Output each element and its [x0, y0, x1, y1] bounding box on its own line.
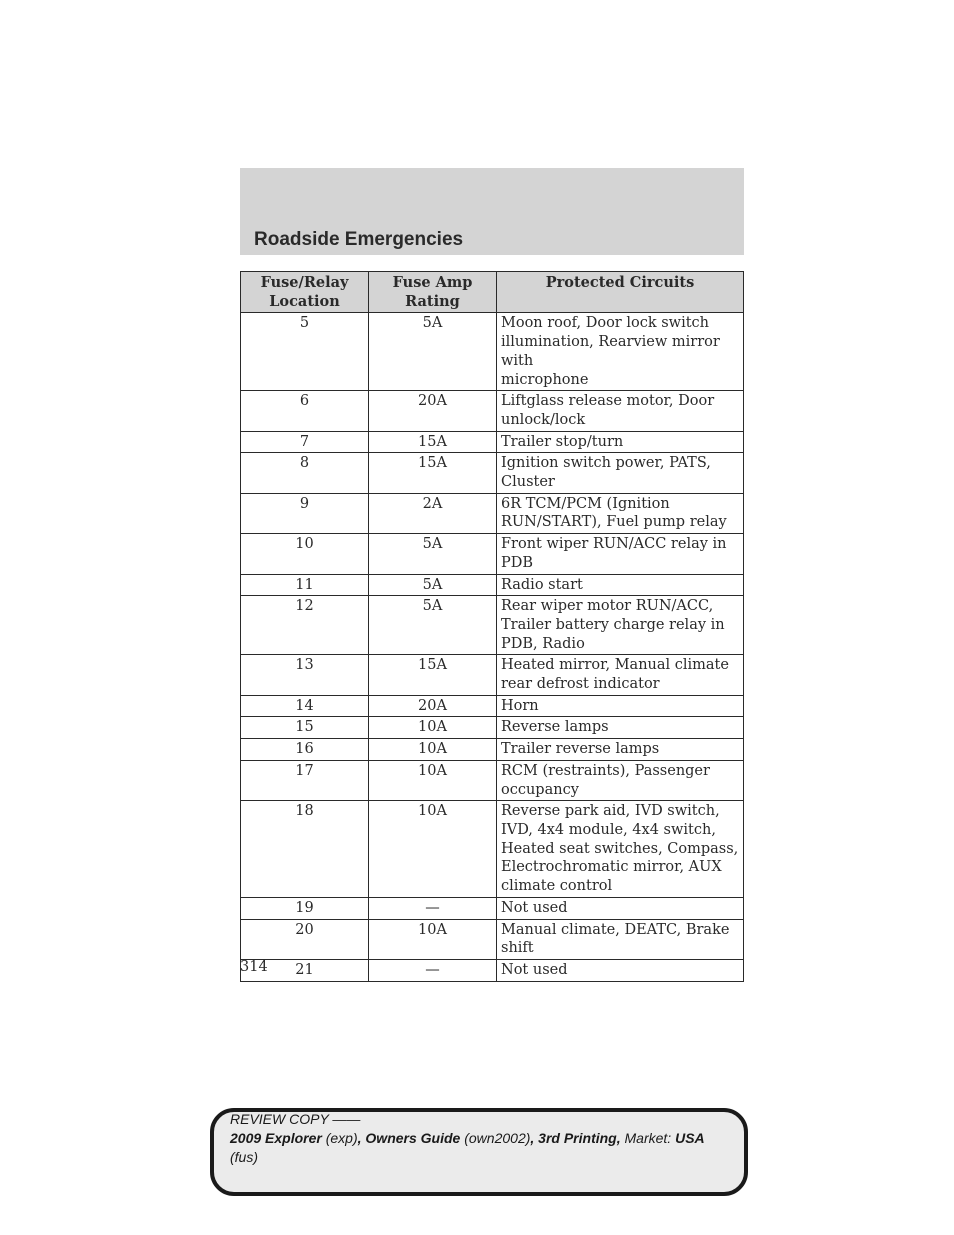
fuse-rating-cell: 5A: [369, 596, 497, 655]
fuse-rating-cell: —: [369, 897, 497, 919]
review-copy-text: [230, 1110, 730, 1167]
protected-circuits-cell: [497, 801, 744, 898]
circuit-text-line: 6R TCM/PCM (Ignition: [501, 495, 670, 512]
fuse-table-header: [241, 272, 744, 313]
protected-circuits-cell: [497, 453, 744, 493]
circuit-text-line: Trailer stop/turn: [501, 433, 624, 450]
fuse-table: [240, 271, 744, 982]
protected-circuits-cell: [497, 431, 744, 453]
table-row: [241, 760, 744, 800]
fuse-rating-cell: 10A: [369, 739, 497, 761]
fuse-table-body: [241, 313, 744, 981]
protected-circuits-cell: [497, 313, 744, 391]
protected-circuits-cell: [497, 655, 744, 695]
circuit-text-line: PDB: [501, 554, 534, 571]
guide-name: , Owners Guide: [357, 1130, 461, 1146]
circuit-text-line: Reverse park aid, IVD switch,: [501, 803, 720, 820]
table-row: [241, 919, 744, 959]
market-code: (fus): [230, 1149, 258, 1165]
circuit-text-line: Rear wiper motor RUN/ACC,: [501, 598, 714, 615]
review-copy-label: REVIEW COPY ——: [230, 1111, 361, 1127]
fuse-location-cell: 16: [241, 739, 369, 761]
model-code: (exp): [325, 1130, 358, 1146]
protected-circuits-cell: [497, 897, 744, 919]
circuit-text-line: Ignition switch power, PATS,: [501, 455, 711, 472]
header-row: [241, 272, 744, 313]
header-circuits-line-1: Protected Circuits: [545, 274, 695, 291]
table-row: [241, 717, 744, 739]
fuse-location-cell: 6: [241, 391, 369, 431]
table-row: [241, 313, 744, 391]
fuse-location-cell: 8: [241, 453, 369, 493]
header-location-line-1: Fuse/Relay: [260, 274, 349, 291]
fuse-location-cell: 10: [241, 534, 369, 574]
fuse-location-cell: 19: [241, 897, 369, 919]
fuse-rating-cell: 20A: [369, 695, 497, 717]
market-label: Market:: [624, 1130, 672, 1146]
fuse-rating-cell: 15A: [369, 431, 497, 453]
fuse-rating-cell: 10A: [369, 919, 497, 959]
table-row: [241, 655, 744, 695]
printing-info: , 3rd Printing,: [530, 1130, 621, 1146]
publication-info: [230, 1129, 730, 1148]
fuse-location-cell: 14: [241, 695, 369, 717]
column-header-location: [241, 272, 369, 313]
protected-circuits-cell: [497, 574, 744, 596]
circuit-text-line: unlock/lock: [501, 411, 586, 428]
market-value: USA: [675, 1130, 705, 1146]
table-row: [241, 431, 744, 453]
circuit-text-line: Electrochromatic mirror, AUX: [501, 859, 722, 876]
protected-circuits-cell: [497, 534, 744, 574]
guide-code: (own2002): [464, 1130, 531, 1146]
fuse-rating-cell: 15A: [369, 453, 497, 493]
circuit-text-line: Heated mirror, Manual climate: [501, 657, 729, 674]
circuit-text-line: RUN/START), Fuel pump relay: [501, 514, 727, 531]
circuit-text-line: Trailer reverse lamps: [501, 741, 660, 758]
table-row: [241, 959, 744, 981]
fuse-location-cell: 5: [241, 313, 369, 391]
protected-circuits-cell: [497, 391, 744, 431]
section-title: Roadside Emergencies: [254, 229, 464, 250]
fuse-rating-cell: 2A: [369, 493, 497, 533]
fuse-location-cell: 13: [241, 655, 369, 695]
table-row: [241, 739, 744, 761]
column-header-rating: [369, 272, 497, 313]
model-name: 2009 Explorer: [230, 1130, 322, 1146]
fuse-rating-cell: 20A: [369, 391, 497, 431]
header-rating-line-2: Rating: [405, 292, 460, 310]
circuit-text-line: Liftglass release motor, Door: [501, 393, 715, 410]
circuit-text-line: Moon roof, Door lock switch: [501, 315, 709, 332]
circuit-text-line: Reverse lamps: [501, 719, 609, 736]
protected-circuits-cell: [497, 596, 744, 655]
fuse-location-cell: 17: [241, 760, 369, 800]
table-row: [241, 391, 744, 431]
section-header-band: [240, 168, 744, 255]
circuit-text-line: Trailer battery charge relay in: [501, 616, 725, 633]
fuse-rating-cell: 10A: [369, 801, 497, 898]
protected-circuits-cell: [497, 959, 744, 981]
page-number: 314: [240, 959, 268, 975]
table-row: [241, 801, 744, 898]
circuit-text-line: occupancy: [501, 781, 579, 798]
circuit-text-line: Heated seat switches, Compass,: [501, 840, 739, 857]
protected-circuits-cell: [497, 493, 744, 533]
table-row: [241, 534, 744, 574]
header-rating-line-1: Fuse Amp: [392, 274, 473, 291]
circuit-text-line: Horn: [501, 697, 539, 714]
table-row: [241, 897, 744, 919]
fuse-location-cell: 18: [241, 801, 369, 898]
circuit-text-line: shift: [501, 940, 534, 957]
circuit-text-line: RCM (restraints), Passenger: [501, 762, 710, 779]
circuit-text-line: Radio start: [501, 576, 583, 593]
fuse-rating-cell: 5A: [369, 574, 497, 596]
circuit-text-line: Not used: [501, 899, 568, 916]
protected-circuits-cell: [497, 739, 744, 761]
circuit-text-line: Not used: [501, 961, 568, 978]
column-header-circuits: [497, 272, 744, 313]
fuse-rating-cell: 10A: [369, 760, 497, 800]
fuse-location-cell: 12: [241, 596, 369, 655]
fuse-location-cell: 11: [241, 574, 369, 596]
fuse-rating-cell: 5A: [369, 313, 497, 391]
circuit-text-line: climate control: [501, 878, 613, 895]
table-row: [241, 493, 744, 533]
circuit-text-line: Manual climate, DEATC, Brake: [501, 921, 730, 938]
fuse-location-cell: 21: [241, 959, 369, 981]
table-row: [241, 695, 744, 717]
fuse-location-cell: 15: [241, 717, 369, 739]
table-row: [241, 574, 744, 596]
table-row: [241, 453, 744, 493]
fuse-location-cell: 7: [241, 431, 369, 453]
fuse-rating-cell: 5A: [369, 534, 497, 574]
fuse-location-cell: 9: [241, 493, 369, 533]
protected-circuits-cell: [497, 717, 744, 739]
fuse-location-cell: 20: [241, 919, 369, 959]
protected-circuits-cell: [497, 919, 744, 959]
circuit-text-line: PDB, Radio: [501, 635, 585, 652]
circuit-text-line: Front wiper RUN/ACC relay in: [501, 536, 727, 553]
circuit-text-line: illumination, Rearview mirror with: [501, 334, 720, 369]
header-location-line-2: Location: [269, 292, 340, 310]
protected-circuits-cell: [497, 760, 744, 800]
circuit-text-line: rear defrost indicator: [501, 676, 660, 693]
circuit-text-line: Cluster: [501, 474, 555, 491]
table-row: [241, 596, 744, 655]
protected-circuits-cell: [497, 695, 744, 717]
circuit-text-line: IVD, 4x4 module, 4x4 switch,: [501, 821, 716, 838]
fuse-rating-cell: 15A: [369, 655, 497, 695]
fuse-rating-cell: —: [369, 959, 497, 981]
fuse-rating-cell: 10A: [369, 717, 497, 739]
circuit-text-line: microphone: [501, 371, 589, 388]
